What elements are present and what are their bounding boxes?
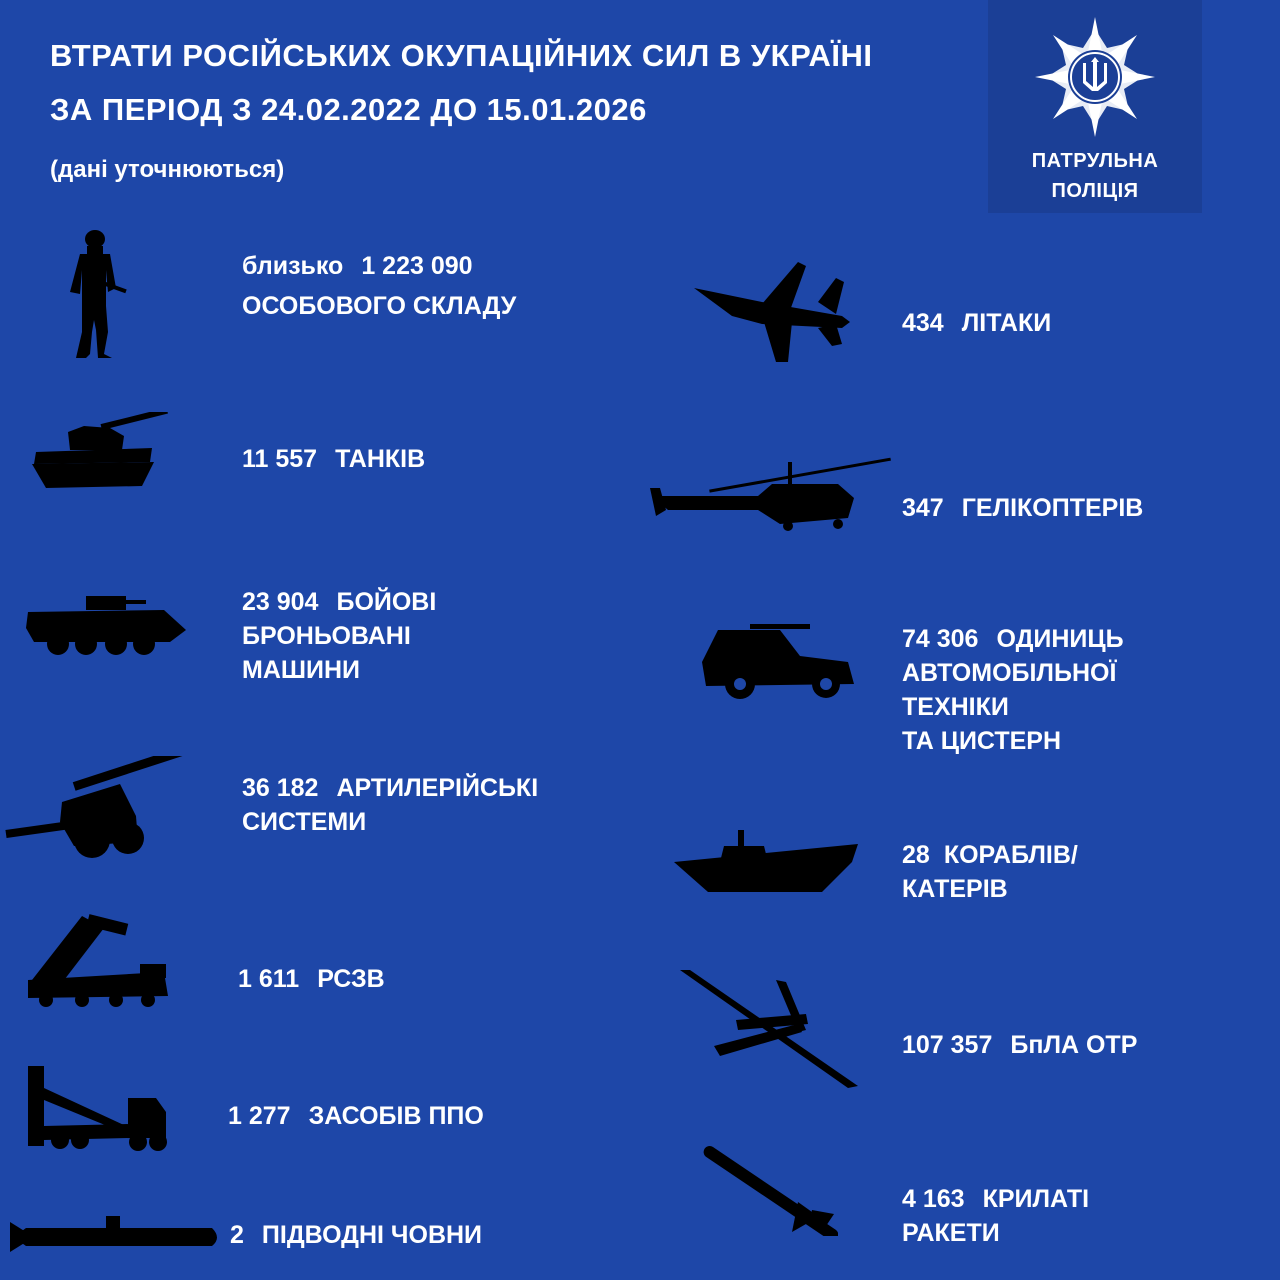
personnel-count: 1 223 090 bbox=[361, 252, 473, 280]
submarines-count: 2 bbox=[230, 1221, 244, 1249]
vehicles-label-1: ОДИНИЦЬ bbox=[996, 625, 1124, 653]
vehicles-label-4: ТА ЦИСТЕРН bbox=[902, 727, 1062, 755]
ship-icon bbox=[672, 826, 860, 894]
aircraft-item bbox=[902, 306, 1051, 340]
mlrs-icon bbox=[24, 914, 170, 1008]
mlrs-item bbox=[238, 962, 385, 996]
helicopter-icon bbox=[648, 452, 892, 534]
title-line-1: ВТРАТИ РОСІЙСЬКИХ ОКУПАЦІЙНИХ СИЛ В УКРАЇНІ bbox=[50, 38, 873, 73]
cruise-missiles-label-1: КРИЛАТІ bbox=[982, 1185, 1090, 1213]
armored-vehicle-icon bbox=[24, 588, 188, 658]
soldier-icon bbox=[62, 230, 132, 362]
personnel-prefix: близько bbox=[242, 252, 344, 280]
tanks-item bbox=[242, 442, 425, 476]
armored-vehicles-item bbox=[242, 585, 436, 687]
artillery-label-1: АРТИЛЕРІЙСЬКІ bbox=[336, 774, 539, 802]
patrol-police-logo bbox=[988, 0, 1202, 213]
artillery-icon bbox=[4, 756, 194, 860]
vehicles-count: 74 306 bbox=[902, 625, 979, 653]
helicopters-count: 347 bbox=[902, 494, 944, 522]
cruise-missiles-label-2: РАКЕТИ bbox=[902, 1219, 1000, 1247]
personnel-label: ОСОБОВОГО СКЛАДУ bbox=[242, 292, 517, 320]
drones-count: 107 357 bbox=[902, 1031, 993, 1059]
armored-vehicles-count: 23 904 bbox=[242, 588, 319, 616]
cruise-missiles-count: 4 163 bbox=[902, 1185, 965, 1213]
air-defense-item bbox=[228, 1099, 484, 1133]
tank-icon bbox=[28, 412, 172, 494]
drone-icon bbox=[676, 968, 860, 1090]
air-defense-count: 1 277 bbox=[228, 1102, 291, 1130]
ships-item bbox=[902, 838, 1078, 906]
police-star-trident-icon bbox=[1034, 16, 1156, 138]
vehicle-wheel-hubs bbox=[700, 620, 856, 702]
helicopters-item bbox=[902, 491, 1143, 525]
armored-vehicles-label-2: БРОНЬОВАНІ bbox=[242, 622, 411, 650]
data-note: (дані уточнюються) bbox=[50, 156, 285, 183]
air-defense-icon bbox=[26, 1066, 168, 1152]
jet-icon bbox=[692, 258, 852, 366]
drones-item bbox=[902, 1028, 1137, 1062]
vehicles-label-2: АВТОМОБІЛЬНОЇ bbox=[902, 659, 1117, 687]
mlrs-label: РСЗВ bbox=[317, 965, 385, 993]
submarine-icon bbox=[8, 1212, 222, 1258]
logo-text-line-2: ПОЛІЦІЯ bbox=[1051, 180, 1139, 202]
armored-vehicles-label-1: БОЙОВІ bbox=[336, 588, 437, 616]
air-defense-label: ЗАСОБІВ ППО bbox=[308, 1102, 484, 1130]
drones-label: БпЛА ОТР bbox=[1010, 1031, 1138, 1059]
ships-label-1: КОРАБЛІВ/ bbox=[943, 841, 1078, 869]
title-line-2: ЗА ПЕРІОД З 24.02.2022 ДО 15.01.2026 bbox=[50, 92, 647, 127]
ships-label-2: КАТЕРІВ bbox=[902, 875, 1008, 903]
tanks-count: 11 557 bbox=[242, 445, 318, 473]
cruise-missiles-item bbox=[902, 1182, 1089, 1250]
vehicles-item bbox=[902, 622, 1124, 758]
personnel-item bbox=[242, 249, 516, 323]
aircraft-count: 434 bbox=[902, 309, 944, 337]
vehicles-label-3: ТЕХНІКИ bbox=[902, 693, 1009, 721]
submarines-item bbox=[230, 1218, 482, 1252]
helicopters-label: ГЕЛІКОПТЕРІВ bbox=[961, 494, 1144, 522]
logo-text-line-1: ПАТРУЛЬНА bbox=[1031, 150, 1159, 172]
submarines-label: ПІДВОДНІ ЧОВНИ bbox=[261, 1221, 483, 1249]
cruise-missile-icon bbox=[694, 1144, 838, 1236]
aircraft-label: ЛІТАКИ bbox=[961, 309, 1052, 337]
armored-vehicles-label-3: МАШИНИ bbox=[242, 656, 360, 684]
artillery-item bbox=[242, 771, 538, 839]
artillery-label-2: СИСТЕМИ bbox=[242, 808, 367, 836]
mlrs-count: 1 611 bbox=[238, 965, 300, 993]
tanks-label: ТАНКІВ bbox=[335, 445, 426, 473]
ships-count: 28 bbox=[902, 841, 930, 869]
artillery-count: 36 182 bbox=[242, 774, 319, 802]
